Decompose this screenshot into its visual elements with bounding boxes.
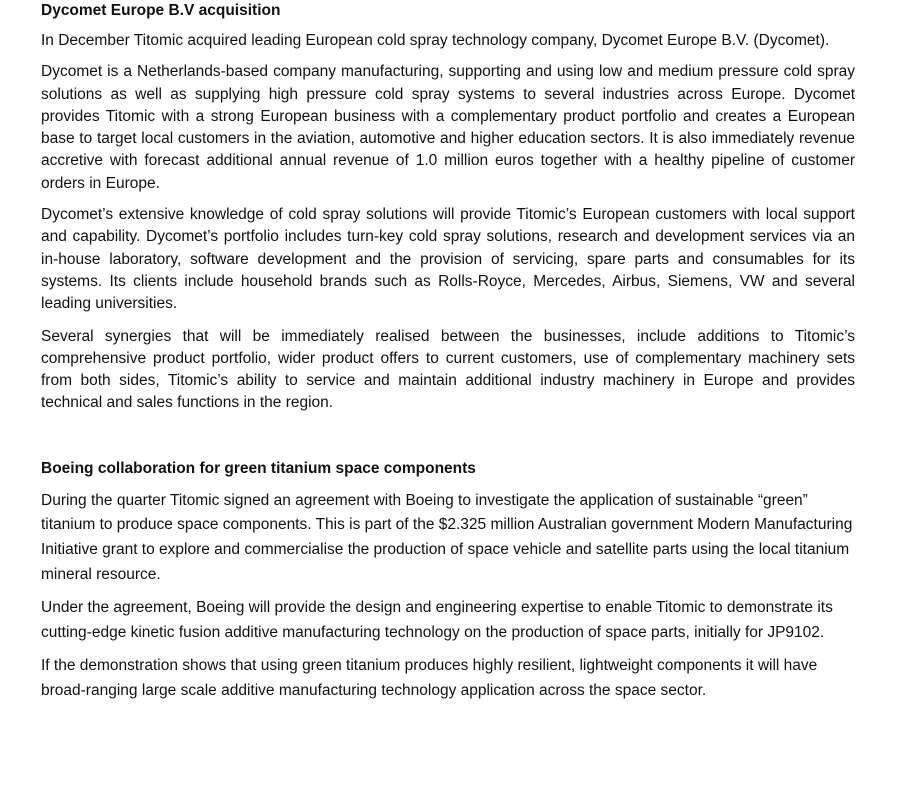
section-heading: Boeing collaboration for green titanium space components bbox=[41, 459, 476, 477]
paragraph: Several synergies that will be immediately realised between the businesses, include additions to Titomic’s comprehensive product portfolio, wider product offers to current customers, use of complementary machinery sets from both sides, Titomic’s ability to service and maintain additional industry machinery in Europe and provides technical and sales functions in the region. bbox=[41, 327, 855, 412]
document-body bbox=[41, 0, 855, 704]
paragraph: During the quarter Titomic signed an agreement with Boeing to investigate the application of sustainable “green” titanium to produce space components. This is part of the $2.325 million Australian government Modern Manufacturing Initiative grant to explore and commercialise the production of space vehicle and satellite parts using the local titanium mineral resource. bbox=[41, 491, 853, 583]
paragraph: Dycomet is a Netherlands-based company manufacturing, supporting and using low and medium pressure cold spray solutions as well as supplying high pressure cold spray systems to several industries across Europe. Dycomet provides Titomic with a strong European business with a complementary product portfolio and creates a European base to target local customers in the aviation, automotive and higher education sectors. It is also immediately revenue accretive with forecast additional annual revenue of 1.0 million euros together with a healthy pipeline of customer orders in Europe. bbox=[41, 63, 855, 192]
paragraph: In December Titomic acquired leading European cold spray technology company, Dycomet Europe B.V. (Dycomet). bbox=[41, 32, 830, 49]
paragraph: If the demonstration shows that using green titanium produces highly resilient, lightweight components it will have broad-ranging large scale additive manufacturing technology application across the space sector. bbox=[41, 657, 818, 699]
section-boeing-collaboration bbox=[41, 458, 855, 704]
paragraph: Under the agreement, Boeing will provide the design and engineering expertise to enable Titomic to demonstrate its cutting-edge kinetic fusion additive manufacturing technology on the production of space parts, initially for JP9102. bbox=[41, 599, 833, 641]
section-dycomet-acquisition bbox=[41, 0, 855, 415]
paragraph: Dycomet’s extensive knowledge of cold spray solutions will provide Titomic’s European customers with local support and capability. Dycomet’s portfolio includes turn-key cold spray solutions, research and development services via an in-house laboratory, software development and the provision of servicing, spare parts and consumables for its systems. Its clients include household brands such as Rolls-Royce, Mercedes, Airbus, Siemens, VW and several leading universities. bbox=[41, 206, 855, 313]
section-heading: Dycomet Europe B.V acquisition bbox=[41, 2, 281, 19]
